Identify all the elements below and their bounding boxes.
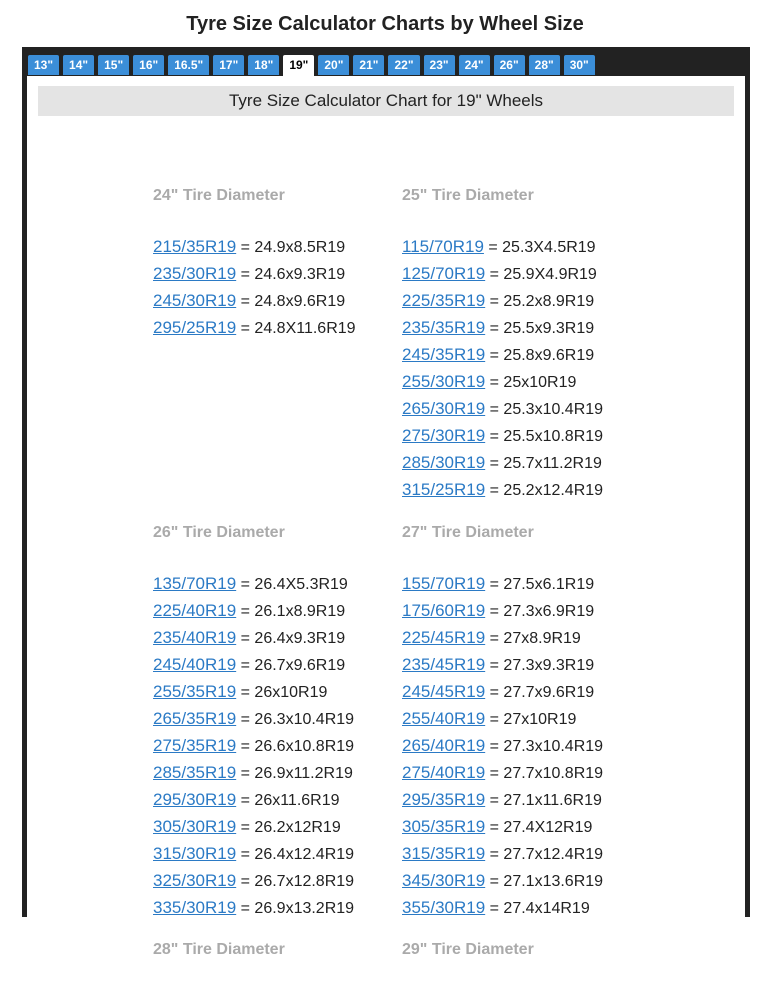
tire-size-link[interactable]: 305/30R19: [153, 817, 237, 836]
tire-conversion-text: = 25.3x10.4R19: [485, 401, 604, 418]
tire-conversion-text: = 25.5x9.3R19: [485, 320, 595, 337]
size-row: [153, 314, 393, 341]
wheel-size-tab[interactable]: 17": [213, 55, 244, 75]
tire-size-link[interactable]: 345/30R19: [402, 871, 486, 890]
size-row: [402, 449, 642, 476]
tire-size-link[interactable]: 275/30R19: [402, 426, 486, 445]
tire-conversion-text: = 26.4X5.3R19: [236, 576, 348, 593]
tire-conversion-text: = 27.4x14R19: [485, 900, 590, 917]
tire-size-link[interactable]: 295/35R19: [402, 790, 486, 809]
tire-conversion-text: = 27.4X12R19: [485, 819, 593, 836]
tire-conversion-text: = 25.2x12.4R19: [485, 482, 604, 499]
size-row: [153, 597, 393, 624]
tire-conversion-text: = 24.9x8.5R19: [236, 239, 346, 256]
tire-size-link[interactable]: 285/30R19: [402, 453, 486, 472]
tire-size-link[interactable]: 235/30R19: [153, 264, 237, 283]
size-row: [153, 786, 393, 813]
diameter-group: [402, 940, 642, 987]
tire-conversion-text: = 26.4x12.4R19: [236, 846, 355, 863]
diameter-group: [153, 186, 393, 341]
tire-size-link[interactable]: 265/35R19: [153, 709, 237, 728]
size-row: [153, 705, 393, 732]
diameter-heading: 26" Tire Diameter: [153, 524, 285, 541]
tire-size-link[interactable]: 225/40R19: [153, 601, 237, 620]
tire-conversion-text: = 27.1x11.6R19: [485, 792, 602, 809]
wheel-size-tab[interactable]: 26": [494, 55, 525, 75]
tire-size-link[interactable]: 235/35R19: [402, 318, 486, 337]
wheel-size-tab[interactable]: 30": [564, 55, 595, 75]
diameter-group: [402, 186, 642, 503]
wheel-size-tab[interactable]: 16": [133, 55, 164, 75]
tire-conversion-text: = 25x10R19: [485, 374, 577, 391]
tire-conversion-text: = 25.7x11.2R19: [485, 455, 602, 472]
size-row: [153, 260, 393, 287]
tire-conversion-text: = 27.5x6.1R19: [485, 576, 595, 593]
diameter-heading: 25" Tire Diameter: [402, 187, 534, 204]
size-row: [402, 840, 642, 867]
tire-size-link[interactable]: 155/70R19: [402, 574, 486, 593]
tire-conversion-text: = 24.8X11.6R19: [236, 320, 356, 337]
wheel-size-tab[interactable]: 13": [28, 55, 59, 75]
size-row: [153, 624, 393, 651]
tire-conversion-text: = 26x10R19: [236, 684, 328, 701]
wheel-size-tab[interactable]: 21": [353, 55, 384, 75]
size-row: [402, 651, 642, 678]
tire-size-link[interactable]: 245/40R19: [153, 655, 237, 674]
size-row: [402, 813, 642, 840]
tire-conversion-text: = 26.9x11.2R19: [236, 765, 353, 782]
tire-size-link[interactable]: 135/70R19: [153, 574, 237, 593]
page-title: Tyre Size Calculator Charts by Wheel Size: [186, 13, 584, 35]
wheel-size-tab[interactable]: 19": [283, 55, 314, 77]
tire-size-link[interactable]: 215/35R19: [153, 237, 237, 256]
chart-panel: [22, 47, 750, 958]
size-row: [153, 867, 393, 894]
tire-conversion-text: = 27.7x12.4R19: [485, 846, 604, 863]
size-row: [402, 233, 642, 260]
tire-conversion-text: = 27x10R19: [485, 711, 577, 728]
tire-size-link[interactable]: 265/40R19: [402, 736, 486, 755]
wheel-size-tab[interactable]: 28": [529, 55, 560, 75]
wheel-size-tab[interactable]: 24": [459, 55, 490, 75]
tire-size-link[interactable]: 355/30R19: [402, 898, 486, 917]
chart-title: Tyre Size Calculator Chart for 19" Wheels: [38, 86, 734, 116]
diameter-heading: 28" Tire Diameter: [153, 941, 285, 958]
size-row: [153, 759, 393, 786]
tire-conversion-text: = 25.8x9.6R19: [485, 347, 595, 364]
size-row: [402, 476, 642, 503]
tire-conversion-text: = 25.3X4.5R19: [483, 239, 596, 256]
tire-size-link[interactable]: 305/35R19: [402, 817, 486, 836]
tire-conversion-text: = 27.3x10.4R19: [485, 738, 604, 755]
tire-size-link[interactable]: 175/60R19: [402, 601, 486, 620]
wheel-size-tab[interactable]: 22": [388, 55, 419, 75]
tire-size-link[interactable]: 125/70R19: [402, 264, 486, 283]
tire-size-link[interactable]: 245/35R19: [402, 345, 486, 364]
tire-size-link[interactable]: 315/25R19: [402, 480, 486, 499]
diameter-group: [153, 523, 393, 921]
tire-conversion-text: = 27.7x9.6R19: [485, 684, 595, 701]
wheel-size-tab[interactable]: 23": [424, 55, 455, 75]
tire-conversion-text: = 26.7x9.6R19: [236, 657, 346, 674]
size-row: [402, 678, 642, 705]
tire-size-link[interactable]: 245/45R19: [402, 682, 486, 701]
wheel-size-tab[interactable]: 20": [318, 55, 349, 75]
tire-size-link[interactable]: 245/30R19: [153, 291, 237, 310]
wheel-size-tab[interactable]: 16.5": [168, 55, 209, 75]
size-row: [402, 732, 642, 759]
tire-conversion-text: = 26.6x10.8R19: [236, 738, 355, 755]
size-row: [402, 395, 642, 422]
size-row: [402, 624, 642, 651]
size-row: [402, 759, 642, 786]
tire-size-link[interactable]: 235/45R19: [402, 655, 486, 674]
tire-size-link[interactable]: 255/30R19: [402, 372, 486, 391]
tire-size-link[interactable]: 265/30R19: [402, 399, 486, 418]
wheel-size-tab[interactable]: 18": [248, 55, 279, 75]
size-row: [402, 314, 642, 341]
diameter-group: [402, 523, 642, 921]
tire-size-link[interactable]: 235/40R19: [153, 628, 237, 647]
tire-conversion-text: = 26.2x12R19: [236, 819, 341, 836]
tire-conversion-text: = 25.2x8.9R19: [485, 293, 595, 310]
tire-conversion-text: = 27x8.9R19: [485, 630, 581, 647]
tire-size-link[interactable]: 315/35R19: [402, 844, 486, 863]
size-row: [153, 651, 393, 678]
tire-size-link[interactable]: 115/70R19: [402, 237, 484, 256]
size-row: [402, 287, 642, 314]
tire-size-link[interactable]: 225/35R19: [402, 291, 486, 310]
tire-conversion-text: = 27.1x13.6R19: [485, 873, 604, 890]
tire-conversion-text: = 27.3x6.9R19: [485, 603, 595, 620]
diameter-heading: 29" Tire Diameter: [402, 941, 534, 958]
tire-conversion-text: = 26.1x8.9R19: [236, 603, 346, 620]
size-row: [402, 786, 642, 813]
tire-size-link[interactable]: 255/35R19: [153, 682, 237, 701]
size-row: [153, 570, 393, 597]
tire-conversion-text: = 25.9X4.9R19: [485, 266, 597, 283]
size-row: [402, 368, 642, 395]
wheel-size-tab[interactable]: 14": [63, 55, 94, 75]
diameter-heading: 24" Tire Diameter: [153, 187, 285, 204]
size-row: [153, 233, 393, 260]
size-row: [402, 260, 642, 287]
tire-size-link[interactable]: 325/30R19: [153, 871, 237, 890]
wheel-size-tabs: [28, 55, 595, 77]
tire-conversion-text: = 27.7x10.8R19: [485, 765, 604, 782]
tire-size-link[interactable]: 225/45R19: [402, 628, 486, 647]
diameter-heading: 27" Tire Diameter: [402, 524, 534, 541]
tire-size-link[interactable]: 255/40R19: [402, 709, 486, 728]
size-row: [402, 705, 642, 732]
size-row: [402, 597, 642, 624]
tire-conversion-text: = 26.3x10.4R19: [236, 711, 355, 728]
tire-size-link[interactable]: 295/25R19: [153, 318, 237, 337]
tire-conversion-text: = 26.4x9.3R19: [236, 630, 346, 647]
tire-size-link[interactable]: 275/40R19: [402, 763, 486, 782]
chart-content: [27, 76, 745, 958]
size-row: [402, 422, 642, 449]
size-row: [153, 732, 393, 759]
size-row: [402, 867, 642, 894]
tire-size-link[interactable]: 285/35R19: [153, 763, 237, 782]
diameter-group: [153, 940, 393, 987]
wheel-size-tab[interactable]: 15": [98, 55, 129, 75]
size-row: [402, 341, 642, 368]
size-row: [153, 840, 393, 867]
tire-size-link[interactable]: 295/30R19: [153, 790, 237, 809]
size-row: [402, 570, 642, 597]
tire-conversion-text: = 24.6x9.3R19: [236, 266, 346, 283]
tire-conversion-text: = 26x11.6R19: [236, 792, 340, 809]
size-row: [153, 678, 393, 705]
tire-size-link[interactable]: 275/35R19: [153, 736, 237, 755]
tire-size-link[interactable]: 315/30R19: [153, 844, 237, 863]
tire-size-link[interactable]: 335/30R19: [153, 898, 237, 917]
tire-conversion-text: = 24.8x9.6R19: [236, 293, 346, 310]
tire-conversion-text: = 25.5x10.8R19: [485, 428, 604, 445]
size-row: [153, 287, 393, 314]
tire-conversion-text: = 26.9x13.2R19: [236, 900, 355, 917]
tire-conversion-text: = 27.3x9.3R19: [485, 657, 595, 674]
size-row: [153, 813, 393, 840]
tire-conversion-text: = 26.7x12.8R19: [236, 873, 355, 890]
